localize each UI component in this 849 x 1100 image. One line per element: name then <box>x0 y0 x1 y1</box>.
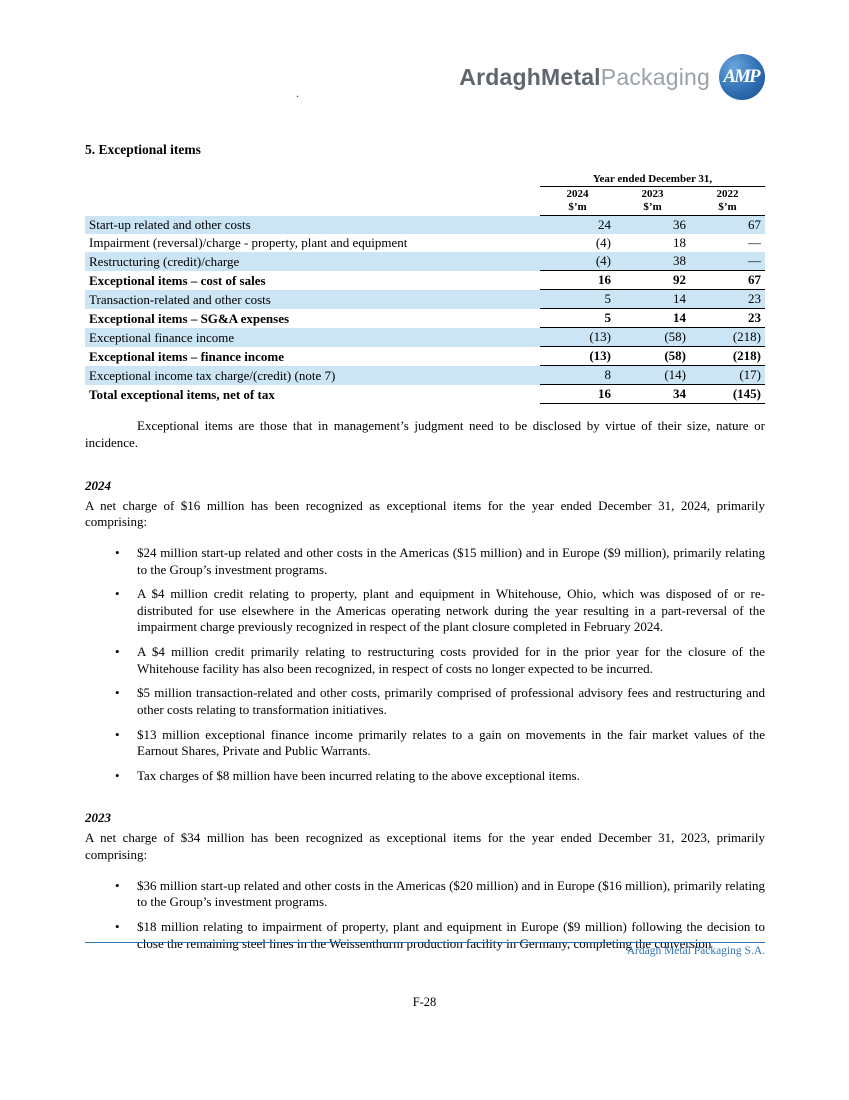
logo-ardagh: Ardagh <box>459 63 541 90</box>
cell-value: (58) <box>615 328 690 347</box>
page-content <box>85 142 765 960</box>
column-year: 2022 <box>716 188 739 200</box>
bullet-item: • $13 million exceptional finance income primarily relates to a gain on movements in the fair market values of the Earnout Shares, Private and Public Warrants. <box>115 727 765 760</box>
row-label: Impairment (reversal)/charge - property, plant and equipment <box>89 235 408 251</box>
cell-value: 14 <box>615 309 690 328</box>
cell-value: (218) <box>690 347 765 366</box>
cell-value: 23 <box>690 290 765 309</box>
column-unit: $’m <box>718 201 737 214</box>
table-row <box>85 271 765 290</box>
bullet-item: • $5 million transaction-related and other costs, primarily comprised of professional advisory fees and restructuring and other costs relating to transformation initiatives. <box>115 685 765 718</box>
section-lead: A net charge of $16 million has been recognized as exceptional items for the year ended December 31, 2024, primarily comprising: <box>85 497 765 530</box>
column-year: 2023 <box>641 188 664 200</box>
table-row <box>85 385 765 404</box>
intro-paragraph: Exceptional items are those that in management’s judgment need to be disclosed by virtue of their size, nature or incidence. <box>85 418 765 450</box>
logo-metal: Metal <box>540 63 601 90</box>
section-lead: A net charge of $34 million has been recognized as exceptional items for the year ended December 31, 2023, primarily comprising: <box>85 830 765 862</box>
cell-value: (4) <box>595 235 611 251</box>
table-row <box>85 328 765 347</box>
row-label: Exceptional items – finance income <box>89 348 284 364</box>
column-header <box>540 187 615 216</box>
stray-mark: . <box>296 86 299 100</box>
bullet-item: • A $4 million credit relating to property, plant and equipment in Whitehouse, Ohio, which was disposed of or re-distributed for use elsewhere in the Americas operating network during the year resulting in a part-reversal of the impairment charge previously recognized in respect of the plant closure completed in February 2024. <box>115 586 765 636</box>
cell-value: 16 <box>540 271 615 290</box>
cell-value: (14) <box>615 366 690 385</box>
bullet-list <box>85 878 765 953</box>
section-title: 5. Exceptional items <box>85 142 201 157</box>
cell-value: 5 <box>540 309 615 328</box>
cell-value: 23 <box>690 309 765 328</box>
bullet-item: • Tax charges of $8 million have been incurred relating to the above exceptional items. <box>115 768 765 785</box>
footer-rule <box>85 942 765 943</box>
cell-value: 16 <box>540 385 615 404</box>
table-row <box>85 347 765 366</box>
exceptional-items-table-body <box>85 216 765 404</box>
table-row <box>85 234 765 252</box>
bullet-item: • $36 million start-up related and other costs in the Americas ($20 million) and in Europe ($16 million), primarily relating to the Group’s investment programs. <box>115 878 765 911</box>
column-unit: $’m <box>568 201 587 214</box>
cell-value: 34 <box>615 385 690 404</box>
table-row <box>85 366 765 385</box>
cell-value: 5 <box>540 290 615 309</box>
cell-value: (145) <box>690 385 765 404</box>
cell-value: 67 <box>690 216 765 235</box>
table-row <box>85 252 765 271</box>
table-row <box>85 290 765 309</box>
row-label: Start-up related and other costs <box>85 216 540 235</box>
row-label: Exceptional items – cost of sales <box>89 272 266 288</box>
cell-value: (218) <box>690 328 765 347</box>
cell-value: — <box>748 235 761 251</box>
column-header <box>615 187 690 216</box>
cell-value: (13) <box>540 347 615 366</box>
table-row <box>85 216 765 235</box>
row-label: Transaction-related and other costs <box>85 290 540 309</box>
exceptional-items-table <box>85 172 765 404</box>
row-label: Total exceptional items, net of tax <box>89 386 275 402</box>
cell-value: (4) <box>540 252 615 271</box>
bullet-item: • $24 million start-up related and other costs in the Americas ($15 million) and in Europe ($9 million), primarily relating to the Group’s investment programs. <box>115 545 765 578</box>
row-label: Restructuring (credit)/charge <box>85 252 540 271</box>
logo-text <box>459 64 710 91</box>
logo-packaging: Packaging <box>600 63 710 90</box>
cell-value: (13) <box>540 328 615 347</box>
page-footer <box>85 942 765 957</box>
table-period-header: Year ended December 31, <box>540 172 765 187</box>
cell-value: 8 <box>540 366 615 385</box>
narrative-sections <box>85 478 765 953</box>
cell-value: (58) <box>615 347 690 366</box>
cell-value: (17) <box>690 366 765 385</box>
row-label: Exceptional finance income <box>85 328 540 347</box>
cell-value: 92 <box>615 271 690 290</box>
year-heading: 2024 <box>85 477 111 493</box>
amp-logo-icon <box>719 54 765 100</box>
cell-value: 67 <box>690 271 765 290</box>
bullet-list <box>85 545 765 785</box>
page-number: F-28 <box>412 995 437 1009</box>
empty-header-cell <box>85 172 540 187</box>
cell-value: 14 <box>615 290 690 309</box>
empty-header-cell <box>85 187 540 216</box>
cell-value: 24 <box>540 216 615 235</box>
bullet-item: • $18 million relating to impairment of property, plant and equipment in Europe ($9 million) following the decision to close the remaining steel lines in the Weissenthurm production facility in Germany, completing the conversion <box>115 919 765 952</box>
logo-monogram: AMP <box>723 66 759 87</box>
bullet-item: • A $4 million credit primarily relating to restructuring costs provided for in the prior year for the closure of the Whitehouse facility has also been recognized, in respect of costs no longer expected to be incurred. <box>115 644 765 677</box>
cell-value: — <box>690 252 765 271</box>
column-header <box>690 187 765 216</box>
cell-value: 38 <box>615 252 690 271</box>
cell-value: 18 <box>673 235 686 251</box>
column-unit: $’m <box>643 201 662 214</box>
row-label: Exceptional income tax charge/(credit) (note 7) <box>85 366 540 385</box>
row-label: Exceptional items – SG&A expenses <box>89 310 290 326</box>
footer-company: Ardagh Metal Packaging S.A. <box>626 945 765 957</box>
column-year: 2024 <box>566 188 589 200</box>
cell-value: 36 <box>615 216 690 235</box>
table-col-headers <box>85 187 765 216</box>
year-heading: 2023 <box>85 810 111 826</box>
table-period-row <box>85 172 765 187</box>
company-logo <box>459 54 765 100</box>
table-row <box>85 309 765 328</box>
